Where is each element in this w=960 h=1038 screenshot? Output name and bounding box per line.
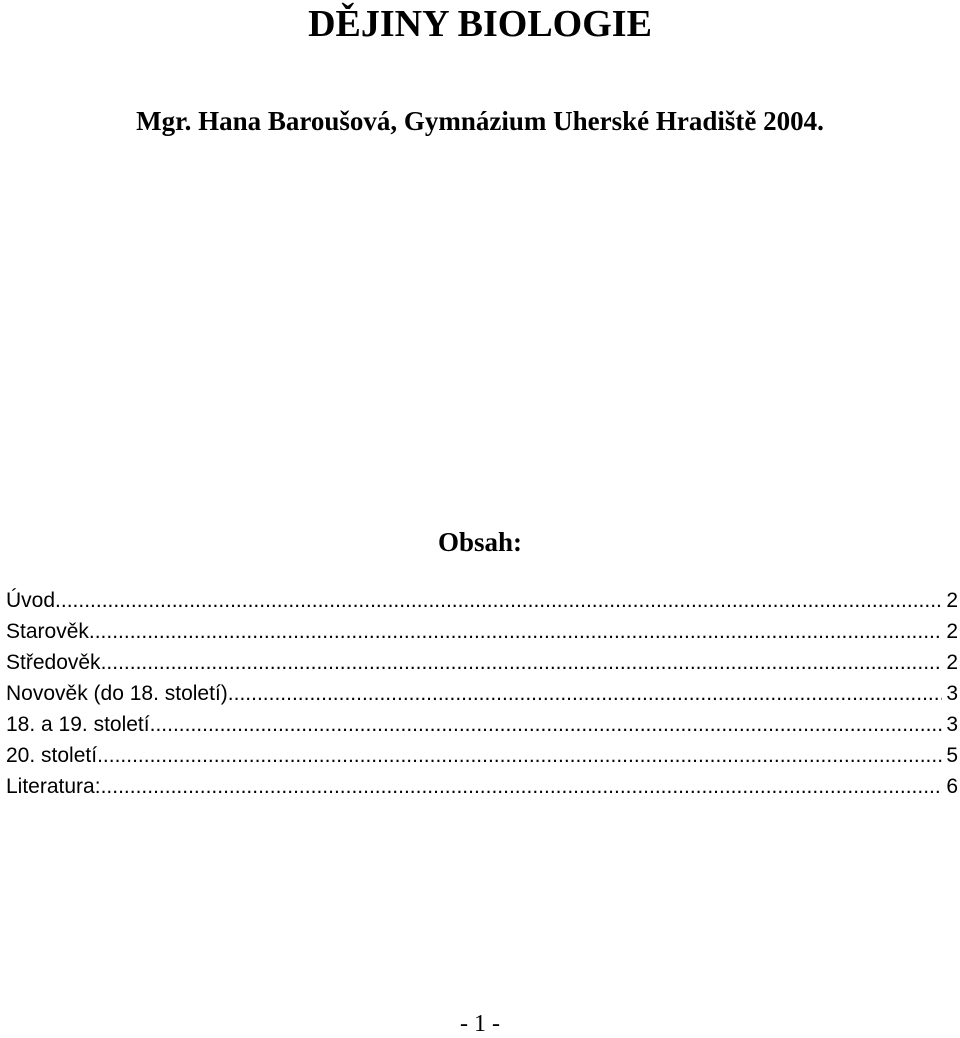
toc-entry-stredovek[interactable] — [6, 647, 960, 678]
toc-entry-page: 2 — [946, 589, 958, 612]
toc-dot-leader — [101, 771, 943, 802]
toc-dot-leader — [101, 647, 943, 678]
toc-entry-label: Středověk — [6, 651, 101, 674]
toc-entry-page: 2 — [946, 651, 958, 674]
toc-entry-page: 6 — [946, 775, 958, 798]
toc-entry-page: 2 — [946, 620, 958, 643]
toc-entry-novovek[interactable] — [6, 678, 960, 709]
toc-entry-label: Literatura: — [6, 775, 101, 798]
toc-entry-label: Novověk (do 18. století) — [6, 682, 228, 705]
toc-entry-20-stoleti[interactable] — [6, 740, 960, 771]
toc-entry-label: Úvod — [6, 589, 56, 612]
document-title: DĚJINY BIOLOGIE — [308, 3, 652, 45]
toc-heading: Obsah: — [437, 527, 523, 557]
table-of-contents — [6, 585, 960, 802]
toc-entry-starovek[interactable] — [6, 616, 960, 647]
document-subtitle: Mgr. Hana Baroušová, Gymnázium Uherské Hradiště 2004. — [136, 106, 824, 136]
toc-entry-page: 3 — [946, 713, 958, 736]
toc-entry-page: 5 — [946, 744, 958, 767]
toc-entry-label: Starověk — [6, 620, 89, 643]
toc-dot-leader — [228, 678, 943, 709]
toc-entry-uvod[interactable] — [6, 585, 960, 616]
toc-dot-leader — [55, 585, 942, 616]
toc-dot-leader — [150, 709, 943, 740]
toc-dot-leader — [97, 740, 942, 771]
toc-entry-18-19-stoleti[interactable] — [6, 709, 960, 740]
page-number: - 1 - — [460, 1011, 500, 1037]
toc-entry-page: 3 — [946, 682, 958, 705]
toc-entry-literatura[interactable] — [6, 771, 960, 802]
toc-entry-label: 18. a 19. století — [6, 713, 150, 736]
toc-entry-label: 20. století — [6, 744, 98, 767]
toc-dot-leader — [89, 616, 942, 647]
